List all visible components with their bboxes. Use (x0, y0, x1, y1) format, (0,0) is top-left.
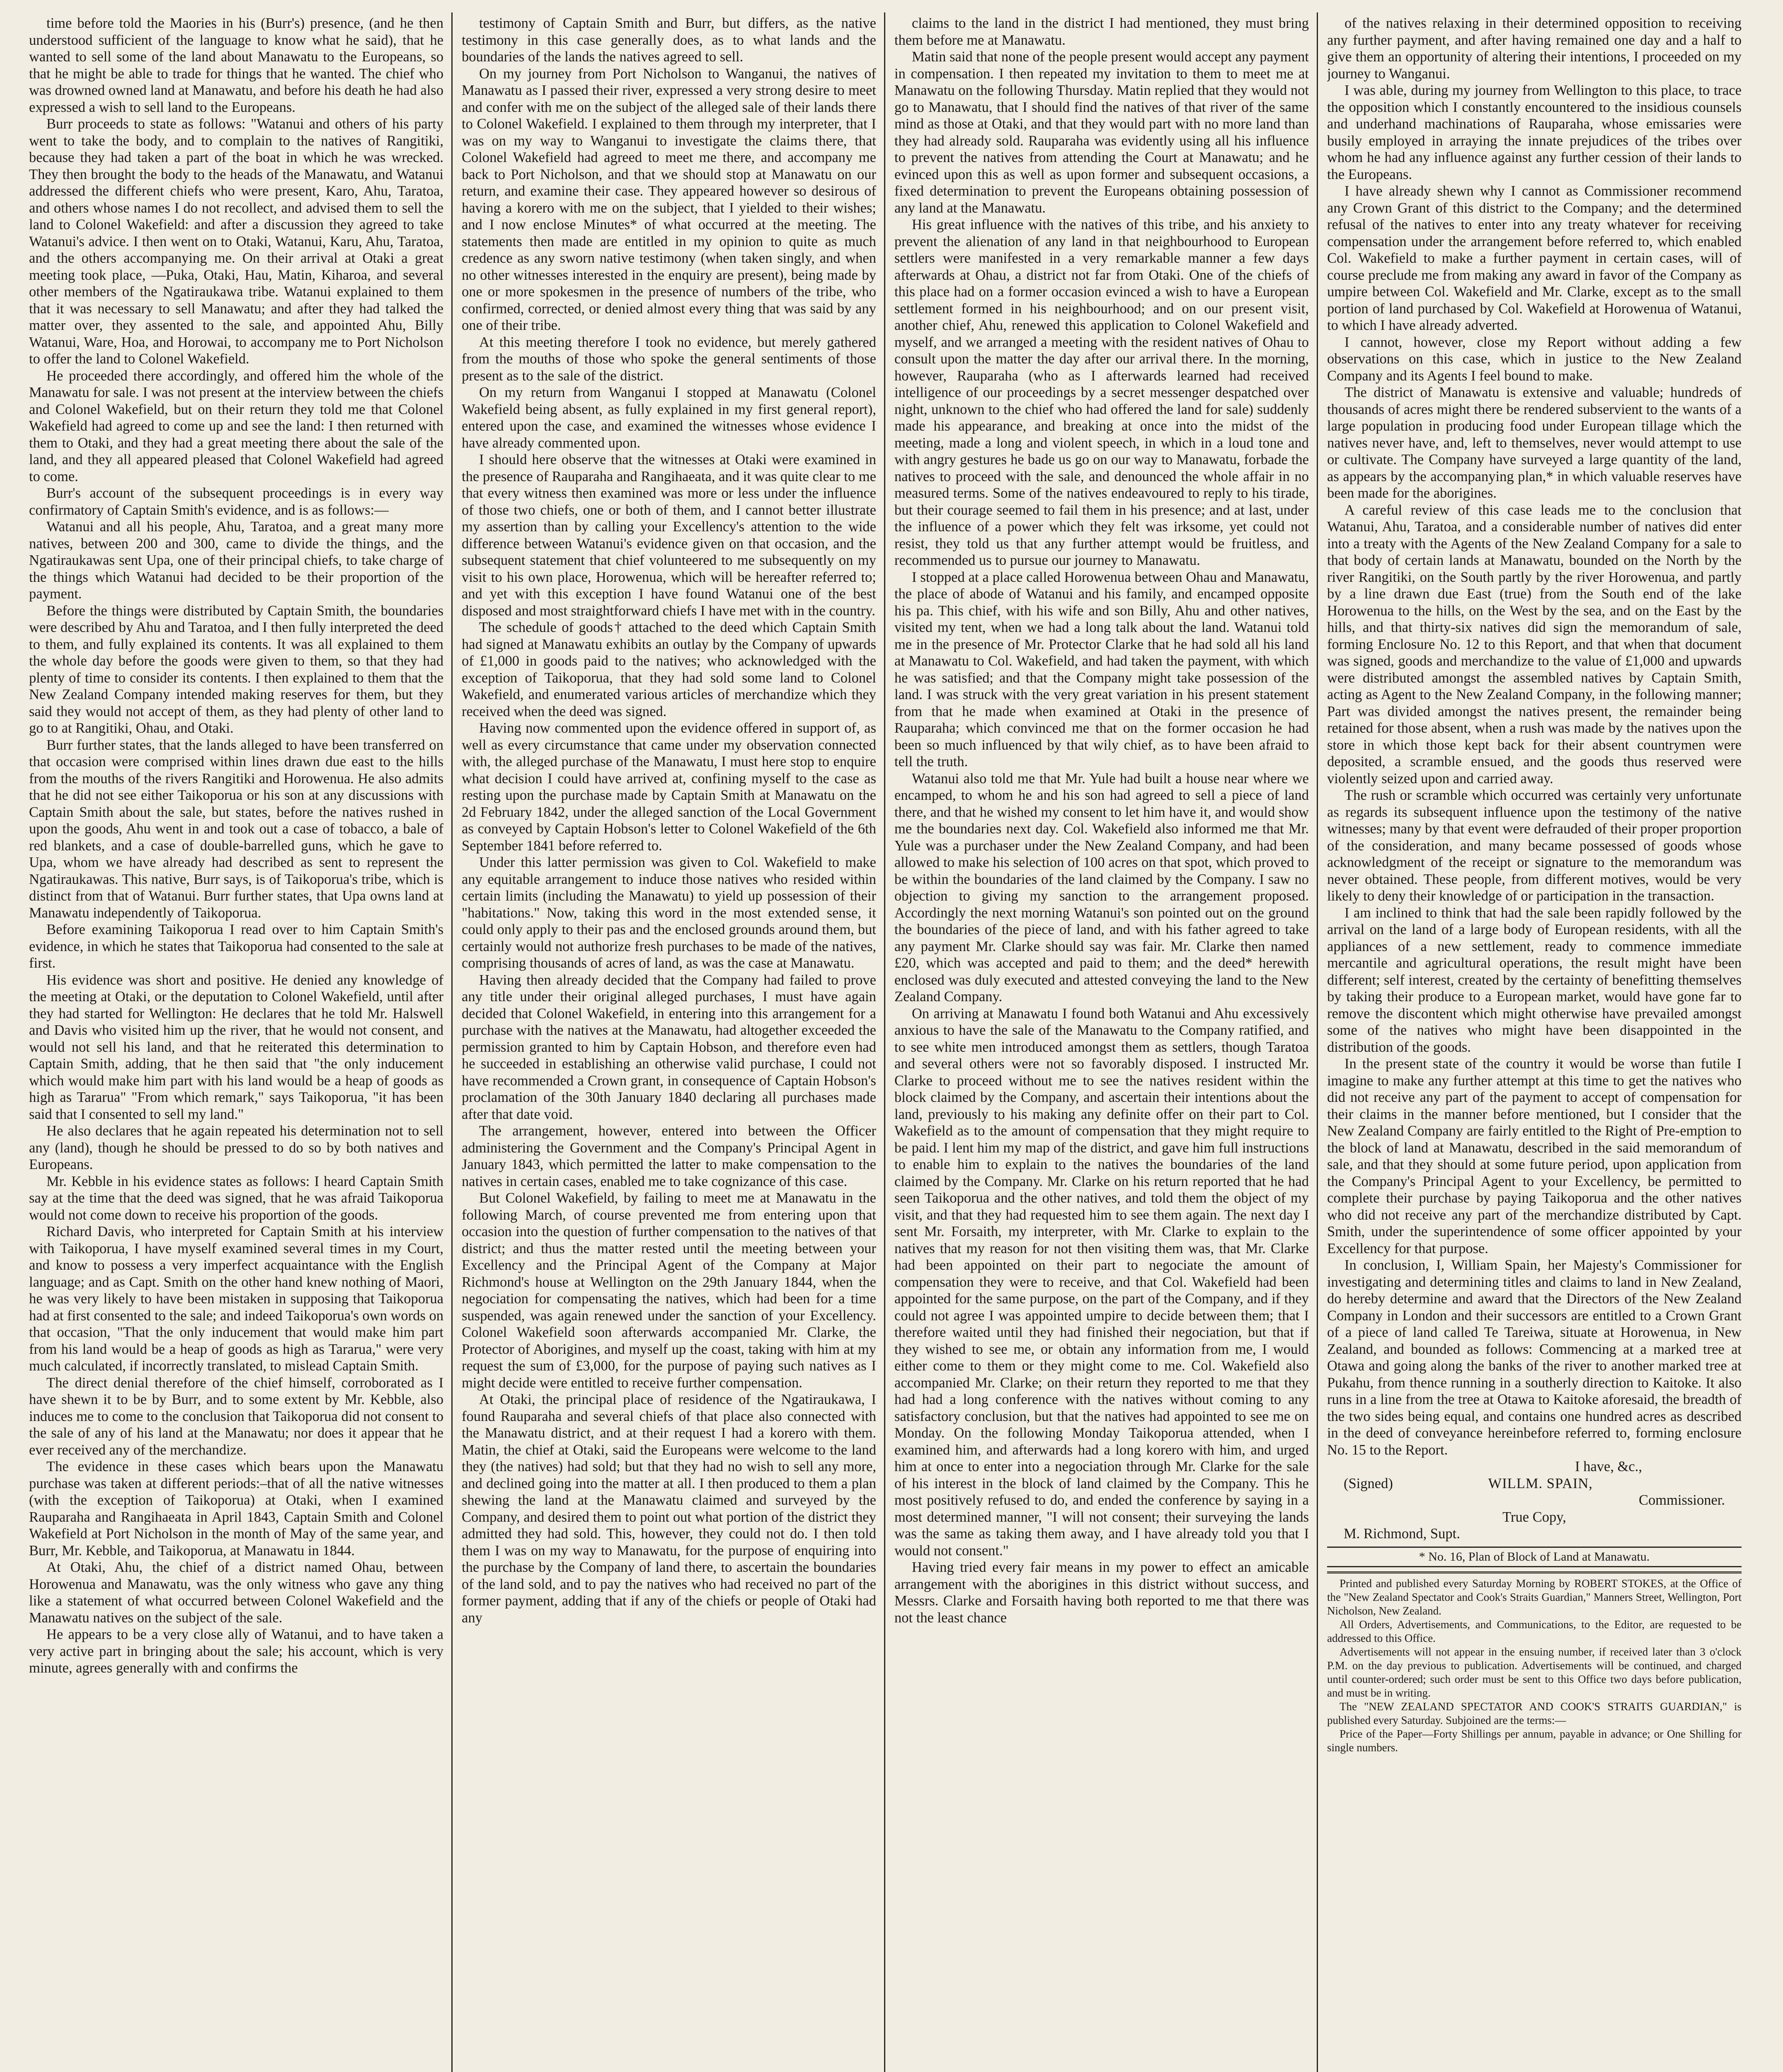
paragraph: He proceeded there accordingly, and offered him the whole of the Manawatu for sale. I was not present at the interview between the chiefs and Colonel Wakefield, but on their return they told me that Colonel Wakefield had agreed to come up and see the land: I then returned with them to Otaki, and they had a great meeting there about the sale of the land, and they all appeared pleased that Colonel Wakefield had agreed to come. (29, 368, 443, 484)
paragraph: I cannot, however, close my Report without adding a few observations on this case, which in justice to the New Zealand Company and its Agents I feel bound to make. (1327, 334, 1742, 384)
paragraph: A careful review of this case leads me to the conclusion that Watanui, Ahu, Taratoa, and a considerable number of natives did enter into a treaty with the Agents of the New Zealand Company for a sale to that body of certain lands at Manawatu, bounded on the North by the river Rangitiki, on the South partly by the river Horowenua, and partly by a line drawn due East (true) from the South end of the lake Horowenua to the hills, on the West by the sea, and on the East by the hills, and that thirty-six natives did sign the memorandum of sale, forming Enclosure No. 12 to this Report, and that when that document was signed, goods and merchandize to the value of £1,000 and upwards were distributed amongst the assembled natives by Captain Smith, acting as Agent to the New Zealand Company, in the following manner; Part was divided amongst the natives present, the remainder being retained for those absent, when a rush was made by the natives upon the store in which those kept back for their absent countrymen were deposited, a scramble ensued, and the goods thus reserved were violently seized upon and carried away. (1327, 502, 1742, 787)
paragraph: Richard Davis, who interpreted for Captain Smith at his interview with Taikoporua, I have myself examined several times in my Court, and know to possess a very imperfect acquaintance with the English language; and as Capt. Smith on the other hand knew nothing of Maori, he was very likely to have been mistaken in supposing that Taikoporua had at first consented to the sale; and indeed Taikoporua's own words on that occasion, "That the only inducement that would make him part from his land would be a heap of goods as high as Tararua," were very much calculated, if incorrectly translated, to mislead Captain Smith. (29, 1224, 443, 1374)
paragraph: On arriving at Manawatu I found both Watanui and Ahu excessively anxious to have the sale of the Manawatu to the Company ratified, and to see white men introduced amongst them as settlers, though Taratoa and several others were not so favorably disposed. I instructed Mr. Clarke to proceed without me to see the natives resident within the block claimed by the Company, and ascertain their intentions about the land, previously to his making any definite offer on their part to Col. Wakefield as to the amount of compensation that they might require to be paid. I lent him my map of the district, and gave him full instructions to enable him to explain to the natives the boundaries of the land claimed by the Company. Mr. Clarke on his return reported that he had seen Taikoporua and the other natives, and told them the object of my visit, and that they had requested him to see them again. The next day I sent Mr. Forsaith, my interpreter, with Mr. Clarke to explain to the natives that my reason for not then visiting them was, that Mr. Clarke had been appointed on their part to negociate the amount of compensation they were to receive, and that Col. Wakefield had been appointed for the same purpose, on the part of the Company, and if they could not agree I was appointed umpire to decide between them; that I therefore waited until they had finished their negociation, but that if they wished to see me, or obtain any information from me, I would either come to them or they might come to me. Col. Wakefield also accompanied Mr. Clarke; on their return they reported to me that they had had a long conference with the natives without coming to any satisfactory conclusion, but that the natives had appointed to see me on Monday. On the following Monday Taikoporua attended, when I examined him, and afterwards had a long korero with him, and urged him at once to enter into a negociation through Mr. Clarke for the sale of his interest in the block of land claimed by the Company. This he most positively refused to do, and ended the conference by saying in a most determined manner, "I will not consent; their surveying the lands was the same as taking them away, and I have already told you that I would not consent." (894, 1005, 1309, 1559)
paragraph: Burr's account of the subsequent proceedings is in every way confirmatory of Captain Smith's evidence, and is as follows:— (29, 485, 443, 518)
paragraph: Having now commented upon the evidence offered in support of, as well as every circumstance that came under my observation connected with, the alleged purchase of the Manawatu, I must here stop to enquire what decision I could have arrived at, confining myself to the case as resting upon the purchase made by Captain Smith at Manawatu on the 2d February 1842, under the alleged sanction of the Local Government as conveyed by Captain Hobson's letter to Colonel Wakefield of the 6th September 1841 before referred to. (462, 720, 876, 854)
paragraph: The arrangement, however, entered into between the Officer administering the Government and the Company's Principal Agent in January 1843, which permitted the latter to make compensation to the natives in certain cases, enabled me to take cognizance of this case. (462, 1123, 876, 1189)
paragraph: The district of Manawatu is extensive and valuable; hundreds of thousands of acres might there be rendered subservient to the wants of a large population in producing food under European tillage which the natives never have, and, left to themselves, never would attempt to use or cultivate. The Company have surveyed a large quantity of the land, as appears by the accompanying plan,* in which valuable reserves have been made for the aborigines. (1327, 385, 1742, 501)
paragraph: His evidence was short and positive. He denied any knowledge of the meeting at Otaki, or the deputation to Colonel Wakefield, until after they had started for Wellington: He declares that he told Mr. Halswell and Davis who visited him up the river, that he would not consent, and would not sell his land, and that he reiterated this determination to Captain Smith, adding, that he then said that "the only inducement which would make him part with his land would be a heap of goods as high as Tararua" "From which remark," says Taikoporua, "it has been said that I consented to sell my land." (29, 972, 443, 1122)
signature-block (1327, 1458, 1742, 1542)
paragraph: He also declares that he again repeated his determination not to sell any (land), though he should be pressed to do so by both natives and Europeans. (29, 1123, 443, 1172)
paragraph: Watanui also told me that Mr. Yule had built a house near where we encamped, to whom he and his son had agreed to sell a piece of land there, and that he wished my consent to let him have it, and would show me the boundaries next day. Col. Wakefield also informed me that Mr. Yule was a purchaser under the New Zealand Company, and had been allowed to make his selection of 100 acres on that spot, which proved to be within the boundaries of the land claimed by the Company. I saw no objection to giving my sanction to the arrangement proposed. Accordingly the next morning Watanui's son pointed out on the ground the boundaries of the piece of land, and with his father agreed to take any payment Mr. Clarke should say was fair. Mr. Clarke then named £20, which was accepted and paid to them; and the deed* herewith enclosed was duly executed and attested conveying the land to the New Zealand Company. (894, 770, 1309, 1005)
column-4-body (1327, 15, 1742, 1458)
paragraph: Before examining Taikoporua I read over to him Captain Smith's evidence, in which he states that Taikoporua had consented to the sale at first. (29, 922, 443, 971)
signatory-name: WILLM. SPAIN, (1488, 1475, 1593, 1491)
paragraph: He appears to be a very close ally of Watanui, and to have taken a very active part in bringing about the sale; his account, which is very minute, agrees generally with and confirms the (29, 1627, 443, 1676)
enclosure-note: * No. 16, Plan of Block of Land at Manawatu. (1327, 1547, 1742, 1567)
paragraph: I was able, during my journey from Wellington to this place, to trace the opposition which I constantly encountered to the insidious counsels and underhand machinations of Rauparaha, whose emissaries were busily employed in arraying the innate prejudices of the tribes over whom he had any influence against any further cession of their lands to the Europeans. (1327, 82, 1742, 182)
paragraph: Under this latter permission was given to Col. Wakefield to make any equitable arrangement to induce those natives who resided within certain limits (including the Manawatu) to yield up possession of their "habitations." Now, taking this word in the most extended sense, it could only apply to their pas and the enclosed grounds around them, but certainly would not authorize fresh purchases to be made of the natives, comprising thousands of acres of land, as was the case at Manawatu. (462, 854, 876, 971)
paragraph: I have already shewn why I cannot as Commissioner recommend any Crown Grant of this district to the Company; and the determined refusal of the natives to enter into any treaty whatever for receiving compensation under the arrangement before referred to, which enabled Col. Wakefield to make a further payment in certain cases, will of course preclude me from making any award in favor of the Company as umpire between Col. Wakefield and Mr. Clarke, except as to the small portion of land purchased by Col. Wakefield at Horowenua of Watanui, to which I have already adverted. (1327, 183, 1742, 333)
true-copy-label: True Copy, (1502, 1509, 1566, 1525)
signed-label: (Signed) (1344, 1475, 1393, 1491)
double-rule (1327, 1571, 1742, 1573)
column-rule (884, 12, 885, 2072)
paragraph: In conclusion, I, William Spain, her Majesty's Commissioner for investigating and determining titles and claims to land in New Zealand, do hereby determine and award that the Directors of the New Zealand Company in London and their successors are entitled to a Crown Grant of a piece of land called Te Tareiwa, situate at Horowenua, in New Zealand, and bounded as follows: Commencing at a marked tree at Otawa and going along the banks of the river to another marked tree at Pukahu, from thence running in a southerly direction to Kaitoke. It also runs in a line from the tree at Otawa to Kaitoke aforesaid, the breadth of the two sides being equal, and contains one hundred acres as described in the deed of conveyance hereinbefore referred to, forming enclosure No. 15 to the Report. (1327, 1257, 1742, 1458)
text-column-2 (462, 15, 876, 2072)
paragraph: of the natives relaxing in their determined opposition to receiving any further payment, and after having remained one day and a half to give them an opportunity of altering their intentions, I proceeded on my journey to Wanganui. (1327, 15, 1742, 82)
paragraph: At Otaki, Ahu, the chief of a district named Ohau, between Horowenua and Manawatu, was the only witness who gave any thing like a statement of what occurred between Colonel Wakefield and the Manawatu natives on the subject of the sale. (29, 1559, 443, 1626)
text-column-3 (894, 15, 1309, 2072)
signatory-title: Commissioner. (1639, 1492, 1725, 1508)
paragraph: On my return from Wanganui I stopped at Manawatu (Colonel Wakefield being absent, as fully explained in my first general report), entered upon the case, and examined the witnesses whose evidence I have already commented upon. (462, 385, 876, 451)
paragraph: claims to the land in the district I had mentioned, they must bring them before me at Manawatu. (894, 15, 1309, 48)
paragraph: In the present state of the country it would be worse than futile I imagine to make any further attempt at this time to get the natives who did not receive any part of the payment to accept of compensation for their claims in the manner before mentioned, but I consider that the New Zealand Company are fairly entitled to the Right of Pre-emption to the block of land at Manawatu, described in the said memorandum of sale, and that they should at some future period, upon application from the Company's Principal Agent to your Excellency, be permitted to complete their purchase by paying Taikoporua and the other natives who did not receive any part of the merchandize distributed by Capt. Smith, under the superintendence of some officer appointed by your Excellency for that purpose. (1327, 1056, 1742, 1256)
paragraph: Burr further states, that the lands alleged to have been transferred on that occasion were comprised within lines drawn due east to the hills from the mouths of the rivers Rangitiki and Horowenua. He also admits that he did not see either Taikoporua or his son at any discussions with Captain Smith about the sale, but states, before the natives rushed in upon the goods, Ahu went in and took out a case of tobacco, a bale of red blankets, and a case of double-barrelled guns, which he gave to Upa, whom we have already had described as sent to represent the Ngatiraukawas. This native, Burr says, is of Taikoporua's tribe, which is distinct from that of Watanui. Burr further states, that Upa owns land at Manawatu independently of Taikoporua. (29, 737, 443, 921)
paragraph: I should here observe that the witnesses at Otaki were examined in the presence of Rauparaha and Rangihaeata, and it was quite clear to me that every witness then examined was more or less under the influence of those two chiefs, one or both of them, and I cannot better illustrate my assertion than by calling your Excellency's attention to the wide difference between Watanui's evidence given on that occasion, and the subsequent statement that chief volunteered to me subsequently on my visit to his own place, Horowenua, which will be hereafter referred to; and yet with this exception I have found Watanui one of the best disposed and most straightforward chiefs I have met with in the country. (462, 452, 876, 619)
text-column-1 (29, 15, 443, 2072)
paragraph: The schedule of goods† attached to the deed which Captain Smith had signed at Manawatu exhibits an outlay by the Company of upwards of £1,000 in goods paid to the natives; who acknowledged with the exception of Taikoporua, that they had sold some land to Colonel Wakefield, and enumerated various articles of merchandize which they received when the deed was signed. (462, 620, 876, 719)
paragraph: Before the things were distributed by Captain Smith, the boundaries were described by Ahu and Taratoa, and I then fully interpreted the deed to them, and fully explained its contents. It was all explained to them the whole day before the goods were given to them, so that they had plenty of time to consider its contents. I then explained to them that the New Zealand Company intended making reserves for them, but they said they would not accept of them, as they had plenty of other land to go to at Rangitiki, Ohau, and Otaki. (29, 603, 443, 736)
imprint-paragraph: Price of the Paper—Forty Shillings per annum, payable in advance; or One Shilling for single numbers. (1327, 1727, 1742, 1754)
imprint-paragraph: Printed and published every Saturday Morning by ROBERT STOKES, at the Office of the "New Zealand Spectator and Cook's Straits Guardian," Manners Street, Wellington, Port Nicholson, New Zealand. (1327, 1577, 1742, 1617)
imprint-paragraph: All Orders, Advertisements, and Communications, to the Editor, are requested to be addressed to this Office. (1327, 1618, 1742, 1644)
paragraph: time before told the Maories in his (Burr's) presence, (and he then understood sufficient of the language to know what he said), that he wanted to sell some of the land about Manawatu to the Europeans, so that he might be able to trade for things that he wanted. The chief who was drowned owned land at Manawatu, and before his death he had also expressed a wish to sell land to the Europeans. (29, 15, 443, 115)
paragraph: Watanui and all his people, Ahu, Taratoa, and a great many more natives, between 200 and 300, came to divide the things, and the Ngatiraukawas sent Upa, one of their principal chiefs, to take charge of the things which Watanui had decided to be their proportion of the payment. (29, 519, 443, 602)
paragraph: Having then already decided that the Company had failed to prove any title under their original alleged purchases, I must have again decided that Colonel Wakefield, in entering into this arrangement for a purchase with the natives at the Manawatu, had altogether exceeded the permission granted to him by Captain Hobson, and therefore even had he succeeded in establishing an otherwise valid purchase, I could not have recommended a Crown grant, in consequence of Captain Hobson's proclamation of the 30th January 1840 declaring all purchases made after that date void. (462, 972, 876, 1122)
text-column-4 (1327, 15, 1742, 2072)
paragraph: Burr proceeds to state as follows: "Watanui and others of his party went to take the body, and to complain to the natives of Rangitiki, because they had taken a part of the boat in which he was wrecked. They then brought the body to the heads of the Manawatu, and Watanui addressed the different chiefs who were present, Karo, Ahu, Taratoa, and others whose names I do not recollect, and advised them to sell the land to Colonel Wakefield: and after a discussion they agreed to take Watanui's advice. I then went on to Otaki, Watanui, Karu, Ahu, Taratoa, and the others accompanying me. On their arrival at Otaki a great meeting took place, —Puka, Otaki, Hau, Matin, Kiharoa, and several other members of the Ngatiraukawa tribe. Watanui explained to them that it was necessary to sell Manawatu; and after they had talked the matter over, they assented to the sale, and appointed Ahu, Billy Watanui, Ware, Hoa, and Horowai, to accompany me to Port Nicholson to offer the land to Colonel Wakefield. (29, 116, 443, 367)
imprint-paragraph: Advertisements will not appear in the ensuing number, if received later than 3 o'clock P.M. on the day previous to publication. Advertisements will be continued, and charged until counter-ordered; such order must be sent to this Office two days before publication, and must be in writing. (1327, 1645, 1742, 1699)
paragraph: Having tried every fair means in my power to effect an amicable arrangement with the aborigines in this district without success, and Messrs. Clarke and Forsaith having both reported to me that there was not the least chance (894, 1559, 1309, 1626)
signed-line (1327, 1475, 1742, 1492)
publisher-imprint (1327, 1577, 1742, 1755)
column-rule (451, 12, 453, 2072)
paragraph: His great influence with the natives of this tribe, and his anxiety to prevent the alienation of any land in that neighbourhood to European settlers were manifested in a very remarkable manner a few days afterwards at Ohau, a district not far from Otaki. One of the chiefs of this place had on a former occasion evinced a wish to have a European settlement formed in his neighbourhood; and on our present visit, another chief, Ahu, renewed this application to Colonel Wakefield and myself, and we arranged a meeting with the resident natives of Ohau to consult upon the matter the day after our arrival there. In the morning, however, Rauparaha (who as I afterwards learned had received intelligence of our proceedings by a secret messenger despatched over night, unknown to the chief who had offered the land for sale) suddenly made his appearance, and breaking at once into the midst of the meeting, made a long and violent speech, in which in a loud tone and with angry gestures he bade us go on our way to Manawatu, forbade the natives to proceed with the sale, and denounced the whole affair in no measured terms. Some of the natives endeavoured to reply to his tirade, but their courage seemed to fail them in his presence; and at last, under the influence of a power which they felt was irksome, yet could not resist, they told us that any further attempt would be fruitless, and recommended us to pursue our journey to Manawatu. (894, 217, 1309, 568)
paragraph: Mr. Kebble in his evidence states as follows: I heard Captain Smith say at the time that the deed was signed, that he was afraid Taikoporua would not come down to receive his proportion of the goods. (29, 1173, 443, 1223)
paragraph: I stopped at a place called Horowenua between Ohau and Manawatu, the place of abode of Watanui and his family, and encamped opposite his pa. This chief, with his wife and son Billy, Ahu and other natives, visited my tent, when we had a long talk about the land. Watanui told me in the presence of Mr. Protector Clarke that he had sold all his land at Manawatu to Col. Wakefield, and had taken the payment, with which he was satisfied; and that the Company might take possession of the land. I was struck with the very great variation in his present statement from that he made when examined at Otaki in the presence of Rauparaha; which convinced me that on the former occasion he had been so much influenced by that wily chief, as to have been afraid to tell the truth. (894, 569, 1309, 770)
closing-line: I have, &c., (1575, 1459, 1642, 1474)
paragraph: testimony of Captain Smith and Burr, but differs, as the native testimony in this case generally does, as to what lands and the boundaries of the lands the natives agreed to sell. (462, 15, 876, 65)
paragraph: At this meeting therefore I took no evidence, but merely gathered from the mouths of those who spoke the general sentiments of those present as to the sale of the district. (462, 334, 876, 384)
attestation: M. Richmond, Supt. (1344, 1526, 1460, 1542)
paragraph: The direct denial therefore of the chief himself, corroborated as I have shewn it to be by Burr, and to some extent by Mr. Kebble, also induces me to come to the conclusion that Taikoporua did not consent to the sale of any of his land at the Manawatu; nor does it appear that he ever received any of the merchandize. (29, 1375, 443, 1458)
paragraph: The evidence in these cases which bears upon the Manawatu purchase was taken at different periods:–that of all the native witnesses (with the exception of Taikoporua) at Otaki, when I examined Rauparaha and Rangihaeata in April 1843, Captain Smith and Colonel Wakefield at Port Nicholson in the month of May of the same year, and Burr, Mr. Kebble, and Taikoporua, at Manawatu in 1844. (29, 1459, 443, 1559)
paragraph: On my journey from Port Nicholson to Wanganui, the natives of Manawatu as I passed their river, expressed a very strong desire to meet and confer with me on the subject of the alleged sale of their lands there to Colonel Wakefield. I explained to them through my interpreter, that I was on my way to Wanganui to investigate the claims there, that Colonel Wakefield had agreed to meet me there, and accompany me back to Port Nicholson, and that we should stop at Manawatu on our return, and examine their case. They appeared however so desirous of having a korero with me on the subject, that I yielded to their wishes; and I now enclose Minutes* of what occurred at the meeting. The statements then made are entitled in my opinion to quite as much credence as any sworn native testimony (when taken singly, and when no other witnesses interested in the enquiry are present), being made by one or more spokesmen in the presence of numbers of the tribe, who confirmed, corrected, or denied almost every thing that was said by any one of their tribe. (462, 65, 876, 333)
column-rule (1317, 12, 1318, 2072)
paragraph: At Otaki, the principal place of residence of the Ngatiraukawa, I found Rauparaha and several chiefs of that place also connected with the Manawatu district, and at their request I had a korero with them. Matin, the chief at Otaki, said the Europeans were welcome to the land they (the natives) had sold; but that they had no wish to sell any more, and declined going into the matter at all. I then produced to them a plan shewing the land at the Manawatu claimed and surveyed by the Company, and desired them to point out what portion of the district they admitted they had sold. This, however, they could not do. I then told them I was on my way to Manawatu, for the purpose of enquiring into the purchase by the Company of land there, to ascertain the boundaries of the land sold, and to pay the natives who had received no part of the former payment, adding that if any of the chiefs or people of Otaki had any (462, 1392, 876, 1626)
imprint-paragraph: The "NEW ZEALAND SPECTATOR AND COOK'S STRAITS GUARDIAN," is published every Saturday. Subjoined are the terms:— (1327, 1700, 1742, 1726)
paragraph: The rush or scramble which occurred was certainly very unfortunate as regards its subsequent influence upon the testimony of the native witnesses; many by that event were defrauded of their proper proportion of the consideration, and many became possessed of goods whose acknowledgment of the receipt or signature to the memorandum was never obtained. These people, from different motives, would be very likely to deny their knowledge of or participation in the transaction. (1327, 787, 1742, 904)
paragraph: But Colonel Wakefield, by failing to meet me at Manawatu in the following March, of course prevented me from entering upon that occasion into the question of further compensation to the natives of that district; and thus the matter rested until the meeting between your Excellency and the Principal Agent of the Company at Major Richmond's house at Wellington on the 29th January 1844, when the negociation for compensating the natives, which had been for a time suspended, was again renewed under the sanction of your Excellency. Colonel Wakefield soon afterwards accompanied Mr. Clarke, the Protector of Aborigines, and myself up the coast, taking with him at my request the sum of £3,000, for the purpose of paying such natives as I might decide were entitled to receive further compensation. (462, 1190, 876, 1391)
paragraph: Matin said that none of the people present would accept any payment in compensation. I then repeated my invitation to them to meet me at Manawatu on the following Thursday. Matin replied that they would not go to Manawatu, that I should find the natives of that river of the same mind as those at Otaki, and that they would part with no more land than they had already sold. Rauparaha was evidently using all his influence to prevent the natives from attending the Court at Manawatu; and he evinced upon this as well as upon former and subsequent occasions, a fixed determination to prevent the Europeans obtaining possession of any land at the Manawatu. (894, 49, 1309, 216)
paragraph: I am inclined to think that had the sale been rapidly followed by the arrival on the land of a large body of European residents, with all the appliances of a new settlement, ready to commence immediate mercantile and agricultural operations, the result might have been different; self interest, created by the certainty of benefitting themselves by taking their produce to a European market, would have gone far to remove the discontent which might otherwise have prevailed amongst some of the natives who might have been disappointed in the distribution of the goods. (1327, 905, 1742, 1055)
